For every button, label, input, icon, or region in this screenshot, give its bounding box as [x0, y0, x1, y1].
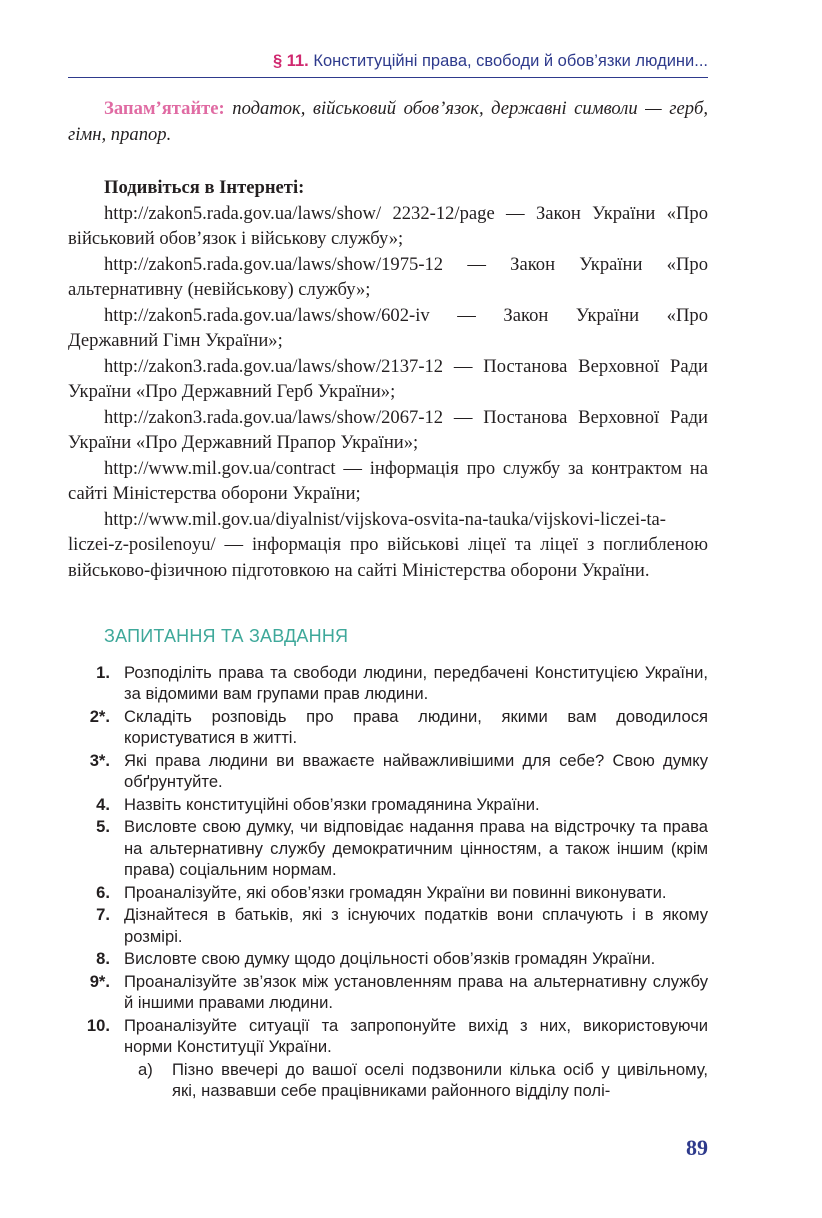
internet-heading: Подивіться в Інтернеті:: [104, 177, 305, 198]
question-sub-item: [138, 1059, 708, 1102]
sub-item-text: Пізно ввечері до вашої оселі подзвонили кілька осіб у цивільному, які, назвавши себе працівниками районного відділу полі-: [172, 1059, 708, 1100]
question-number: 7.: [96, 905, 110, 924]
remember-text: податок, військовий обов’язок, державні символи — герб, гімн, прапор.: [68, 98, 708, 145]
question-number: 9*.: [89, 971, 110, 991]
internet-link-item: http://www.mil.gov.ua/diyalnist/vijskova-osvita-na-tauka/vijskovi-liczei-ta-liczei-z-posilenoyu/ — інформація про військові ліцеї та ліцеї з поглибленою військово-фізичною підготовкою на сайті Міністерства оборони України.: [68, 508, 708, 581]
question-item: [68, 750, 708, 793]
question-number: 6.: [96, 882, 110, 902]
question-item: [68, 662, 708, 705]
questions-heading: ЗАПИТАННЯ ТА ЗАВДАННЯ: [104, 626, 349, 646]
internet-link-item: http://www.mil.gov.ua/contract — інформація про службу за контрактом на сайті Міністерства оборони України;: [68, 457, 708, 504]
question-item: [68, 904, 708, 947]
remember-label: Запам’ятайте:: [104, 98, 225, 119]
question-item: [68, 971, 708, 1014]
question-item: [68, 794, 708, 816]
main-text: [68, 96, 708, 583]
question-text: Проаналізуйте, які обов’язки громадян України ви повинні виконувати.: [124, 882, 667, 902]
remember-paragraph: [68, 96, 708, 147]
internet-link-item: http://zakon5.rada.gov.ua/laws/show/602-iv — Закон України «Про Державний Гімн України»;: [68, 304, 708, 351]
internet-link-item: http://zakon3.rada.gov.ua/laws/show/2067-12 — Постанова Верховної Ради України «Про Державний Прапор України»;: [68, 406, 708, 453]
question-text: Проаналізуйте зв’язок між установленням права на альтернативну службу й іншими правами людини.: [124, 971, 708, 1012]
question-text: Дізнайтеся в батьків, які з існуючих податків вони сплачують і в якому розмірі.: [124, 905, 708, 946]
question-text: Розподіліть права та свободи людини, передбачені Конституцією України, за відомими вам групами прав людини.: [124, 662, 708, 703]
question-number: 4.: [96, 794, 110, 814]
question-number: 2*.: [89, 706, 110, 726]
question-text: Складіть розповідь про права людини, якими вам доводилося користуватися в житті.: [124, 706, 708, 747]
question-text: Які права людини ви вважаєте найважливішими для себе? Свою думку обґрунтуйте.: [124, 750, 708, 791]
question-item: [68, 948, 708, 970]
question-number: 3*.: [89, 750, 110, 770]
sub-item-label: а): [138, 1059, 153, 1079]
question-text: Проаналізуйте ситуації та запропонуйте вихід з них, використовуючи норми Конституції України.: [124, 1015, 708, 1056]
question-item: [68, 882, 708, 904]
internet-link-item: http://zakon5.rada.gov.ua/laws/show/ 2232-12/page — Закон України «Про військовий обов’язок і військову службу»;: [68, 202, 708, 249]
question-item: [68, 1015, 708, 1058]
page-number: 89: [686, 1135, 708, 1160]
question-number: 1.: [96, 662, 110, 682]
question-text: Назвіть конституційні обов’язки громадянина України.: [124, 794, 540, 814]
question-text: Висловте свою думку, чи відповідає надання права на відстрочку та права на альтернативну службу демократичним цінностям, а також іншим (крім права) соціальним нормам.: [124, 817, 708, 879]
question-item: [68, 706, 708, 749]
running-header: [68, 52, 708, 78]
internet-link-item: http://zakon5.rada.gov.ua/laws/show/1975-12 — Закон України «Про альтернативну (невійськову) службу»;: [68, 253, 708, 300]
section-title: Конституційні права, свободи й обов’язки людини...: [313, 52, 708, 70]
question-number: 8.: [96, 949, 110, 968]
section-number: § 11.: [272, 52, 309, 70]
question-number: 5.: [96, 817, 110, 836]
internet-link-item: http://zakon3.rada.gov.ua/laws/show/2137-12 — Постанова Верховної Ради України «Про Державний Герб України»;: [68, 355, 708, 402]
questions-section: [68, 626, 708, 1102]
question-text: Висловте свою думку щодо доцільності обов’язків громадян України.: [124, 949, 656, 968]
question-number: 10.: [86, 1015, 110, 1035]
question-item: [68, 816, 708, 881]
